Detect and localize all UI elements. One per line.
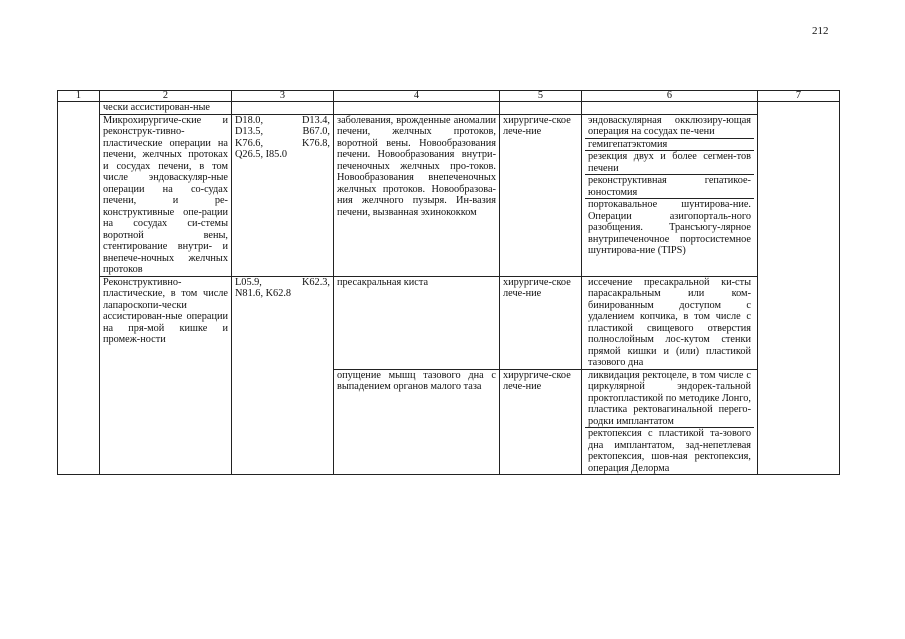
table-row — [58, 276, 840, 369]
code: K62.3, — [301, 276, 330, 288]
cell-codes — [232, 114, 334, 276]
code: D13.5, — [235, 126, 264, 137]
cell-procedure — [582, 276, 758, 369]
cell-treatment: хирургиче-ское лече-ние — [500, 276, 582, 369]
cell-method-name: чески ассистирован-ные — [100, 102, 232, 115]
code: D18.0, — [235, 114, 264, 126]
table-row — [58, 102, 840, 115]
cell-condition: пресакральная киста — [334, 276, 500, 369]
cell-codes — [232, 276, 334, 475]
header-row — [58, 91, 840, 102]
code: K76.6, — [235, 137, 264, 149]
table-row — [58, 114, 840, 276]
cell-condition — [334, 102, 500, 115]
cell-procedure — [582, 369, 758, 475]
procedure-item: портокавальное шунтирова-ние. Операции азигопорталь-ного разобщения. Трансъюгу-лярное внутрипеченочное портосистемное шунтирова-ние (TIPS) — [588, 199, 751, 256]
procedure-item: ликвидация ректоцеле, в том числе с циркулярной эндорек-тальной проктопластикой по методике Лонго, пластика ректовагинальной перего-родки имплантатом — [585, 370, 754, 429]
cell-col1 — [58, 102, 100, 475]
cell-condition: опущение мышц тазового дна с выпадением органов малого таза — [334, 369, 500, 475]
code: N81.6, K62.8 — [235, 288, 292, 299]
procedure-item: эндоваскулярная окклюзиру-ющая операция на сосудах пе-чени — [585, 115, 754, 139]
code: K76.8, — [301, 137, 330, 149]
procedure-item: реконструктивная гепатикое-юностомия — [585, 175, 754, 199]
procedure-item: иссечение пресакральной ки-сты парасакральным или ком-бинированным доступом с удалением копчика, в том числе с пластикой свищевого отверстия полнослойным лос-кутом стенки прямой кишки и (или) пластикой тазового дна — [588, 276, 751, 368]
cell-treatment: хирургиче-ское лече-ние — [500, 114, 582, 276]
header-col-4: 4 — [334, 91, 500, 102]
code: B67.0, — [302, 126, 330, 137]
code: D13.4, — [301, 114, 330, 126]
cell-method-name: Микрохирургиче-ские и реконструк-тивно-пластические операции на печени, желчных протоках и сосудах печени, в том числе эндоваскуляр-ные операции на со-судах печени, и ре-конструктивные опе-рации на сосудах си-стемы воротной вены, стентирование внутри- и внепече-ночных желчных протоков — [100, 114, 232, 276]
procedure-item: резекция двух и более сегмен-тов печени — [585, 151, 754, 175]
code: L05.9, — [235, 276, 262, 288]
procedure-item: ректопексия с пластикой та-зового дна имплантатом, зад-непетлевая ректопексия, шов-ная ректопексия, операция Делорма — [588, 428, 751, 474]
procedures-table — [57, 90, 840, 475]
cell-treatment: хирургиче-ское лече-ние — [500, 369, 582, 475]
cell-procedure — [582, 102, 758, 115]
page-number: 212 — [812, 25, 829, 37]
cell-procedure — [582, 114, 758, 276]
cell-method-name: Реконструктивно-пластические, в том числе лапароскопи-чески ассистирован-ные операции на пря-мой кишке и промеж-ности — [100, 276, 232, 475]
cell-col7 — [758, 102, 840, 475]
cell-codes — [232, 102, 334, 115]
code: Q26.5, I85.0 — [235, 149, 288, 160]
cell-condition: заболевания, врожденные аномалии печени, желчных протоков, воротной вены. Новообразования печени. Новообразования внутри-печеночных желчных про-токов. Новообразования внепеченочных желчных протоков. Новообразова-ния желчного пузыря. Ин-вазия печени, вызванная эхинококком — [334, 114, 500, 276]
header-col-5: 5 — [500, 91, 582, 102]
header-col-3: 3 — [232, 91, 334, 102]
cell-treatment — [500, 102, 582, 115]
header-col-2: 2 — [100, 91, 232, 102]
header-col-7: 7 — [758, 91, 840, 102]
header-col-6: 6 — [582, 91, 758, 102]
header-col-1: 1 — [58, 91, 100, 102]
procedure-item: гемигепатэктомия — [585, 139, 754, 152]
